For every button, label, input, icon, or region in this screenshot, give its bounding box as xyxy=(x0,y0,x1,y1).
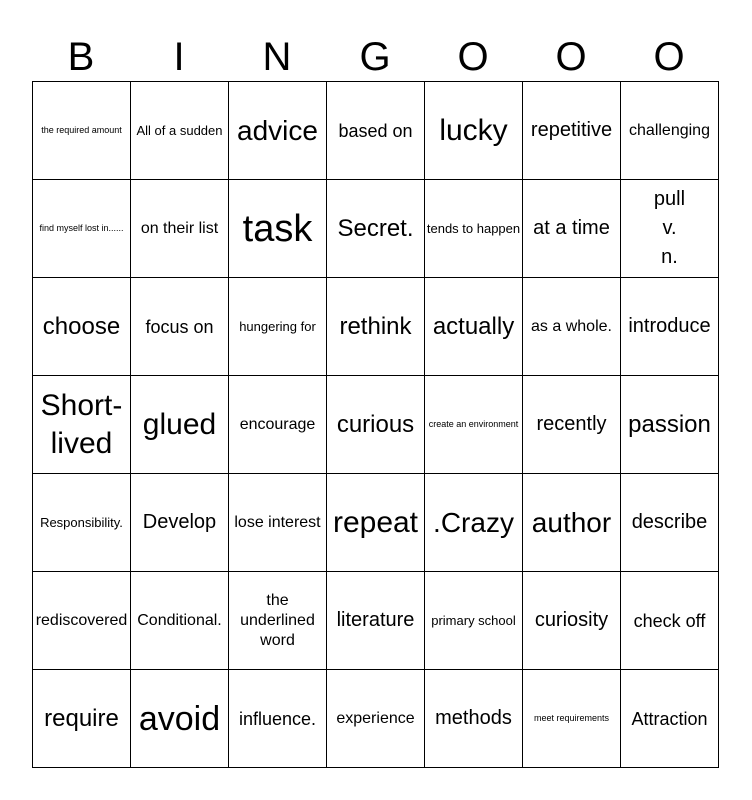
bingo-cell-text: require xyxy=(44,704,119,732)
bingo-cell[interactable] xyxy=(425,278,523,376)
bingo-cell[interactable] xyxy=(425,474,523,572)
header-letter: O xyxy=(457,35,489,79)
bingo-cell[interactable] xyxy=(33,180,131,278)
bingo-cell[interactable] xyxy=(425,376,523,474)
bingo-cell[interactable] xyxy=(131,82,229,180)
bingo-cell-text: lucky xyxy=(439,113,508,147)
bingo-cell[interactable] xyxy=(621,474,719,572)
header-letter: O xyxy=(555,35,587,79)
bingo-cell[interactable] xyxy=(523,278,621,376)
bingo-cell-text: passion xyxy=(628,410,711,438)
bingo-cell-text: choose xyxy=(42,312,121,340)
bingo-cell-text: methods xyxy=(435,707,512,729)
header-letter: O xyxy=(653,35,685,79)
bingo-cell[interactable] xyxy=(523,572,621,670)
bingo-cell[interactable] xyxy=(229,278,327,376)
bingo-cell[interactable] xyxy=(131,572,229,670)
bingo-cell-text: find myself lost in...... xyxy=(39,223,124,233)
bingo-cell-text: Responsibility. xyxy=(40,514,123,530)
bingo-cell-text: create an environment xyxy=(428,419,519,429)
bingo-cell[interactable] xyxy=(621,278,719,376)
header-letter: B xyxy=(67,35,95,79)
bingo-cell-text: meet requirements xyxy=(533,713,610,723)
bingo-cell-text: author xyxy=(531,506,612,538)
bingo-cell[interactable] xyxy=(523,82,621,180)
bingo-cell-text: describe xyxy=(631,511,708,533)
bingo-cell-text: Secret. xyxy=(337,214,414,242)
bingo-cell-text: literature xyxy=(336,609,415,631)
header-letter: G xyxy=(359,35,391,79)
bingo-cell-text: primary school xyxy=(431,612,516,628)
bingo-cell-text: as a whole. xyxy=(531,317,612,335)
bingo-cell[interactable] xyxy=(327,376,425,474)
bingo-cell-text: Attraction xyxy=(631,708,708,729)
bingo-cell-text: recently xyxy=(536,413,607,435)
bingo-cell-text: experience xyxy=(336,709,415,727)
bingo-cell-text: based on xyxy=(338,120,413,141)
bingo-grid xyxy=(32,81,719,768)
bingo-cell[interactable] xyxy=(425,572,523,670)
bingo-cell[interactable] xyxy=(425,82,523,180)
bingo-cell[interactable] xyxy=(33,572,131,670)
bingo-cell-text: All of a sudden xyxy=(136,122,223,138)
bingo-cell-text: the underlined word xyxy=(240,591,315,649)
bingo-cell-text: tends to happen xyxy=(426,220,521,236)
bingo-cell-text: rethink xyxy=(339,312,412,340)
bingo-cell-text: lose interest xyxy=(234,513,321,531)
bingo-cell-text: advice xyxy=(237,114,318,146)
bingo-cell[interactable] xyxy=(523,180,621,278)
bingo-cell[interactable] xyxy=(621,82,719,180)
bingo-cell[interactable] xyxy=(131,376,229,474)
bingo-cell-text: challenging xyxy=(629,121,710,139)
bingo-cell-text: encourage xyxy=(239,415,316,433)
bingo-cell[interactable] xyxy=(33,278,131,376)
header-letter: I xyxy=(173,35,185,79)
bingo-cell[interactable] xyxy=(131,670,229,768)
bingo-cell-text: Conditional. xyxy=(137,611,222,629)
bingo-cell[interactable] xyxy=(33,474,131,572)
bingo-cell-text: on their list xyxy=(140,219,219,237)
bingo-cell-text: rediscovered xyxy=(35,611,128,629)
bingo-cell[interactable] xyxy=(229,180,327,278)
bingo-cell-text: hungering for xyxy=(239,318,316,334)
bingo-cell[interactable] xyxy=(621,670,719,768)
bingo-cell[interactable] xyxy=(327,82,425,180)
bingo-cell[interactable] xyxy=(327,278,425,376)
bingo-cell[interactable] xyxy=(229,572,327,670)
bingo-cell[interactable] xyxy=(327,572,425,670)
bingo-cell-text: influence. xyxy=(238,708,317,729)
bingo-cell-text: at a time xyxy=(533,217,610,239)
bingo-cell-text: actually xyxy=(432,312,515,340)
bingo-cell[interactable] xyxy=(523,376,621,474)
bingo-cell-text: check off xyxy=(633,610,706,631)
bingo-cell[interactable] xyxy=(425,180,523,278)
bingo-cell-text: the required amount xyxy=(41,125,122,135)
bingo-cell[interactable] xyxy=(229,82,327,180)
bingo-cell-text: focus on xyxy=(145,316,214,337)
bingo-cell[interactable] xyxy=(229,376,327,474)
bingo-cell-text: Develop xyxy=(142,511,217,533)
bingo-cell-text: Short- lived xyxy=(40,388,123,460)
bingo-cell[interactable] xyxy=(33,82,131,180)
bingo-cell[interactable] xyxy=(327,180,425,278)
bingo-cell[interactable] xyxy=(131,278,229,376)
bingo-cell-text: glued xyxy=(142,407,217,441)
bingo-cell-text: avoid xyxy=(138,699,221,738)
bingo-cell-text: introduce xyxy=(628,315,711,337)
bingo-cell[interactable] xyxy=(621,572,719,670)
bingo-cell[interactable] xyxy=(327,670,425,768)
bingo-cell-text: pull v. n. xyxy=(653,188,686,268)
bingo-cell[interactable] xyxy=(33,376,131,474)
bingo-cell[interactable] xyxy=(425,670,523,768)
bingo-cell[interactable] xyxy=(131,474,229,572)
bingo-cell-text: curious xyxy=(336,410,415,438)
bingo-cell[interactable] xyxy=(621,376,719,474)
bingo-cell[interactable] xyxy=(523,474,621,572)
bingo-cell-text: .Crazy xyxy=(433,506,514,538)
bingo-cell[interactable] xyxy=(229,670,327,768)
bingo-cell-text: task xyxy=(242,207,313,250)
bingo-cell[interactable] xyxy=(131,180,229,278)
bingo-cell[interactable] xyxy=(229,474,327,572)
bingo-cell[interactable] xyxy=(621,180,719,278)
bingo-cell[interactable] xyxy=(523,670,621,768)
bingo-cell[interactable] xyxy=(327,474,425,572)
bingo-cell-text: repeat xyxy=(332,505,419,539)
bingo-cell-text: curiosity xyxy=(534,609,609,631)
bingo-header xyxy=(32,34,718,80)
header-letter: N xyxy=(262,35,292,79)
bingo-cell-text: repetitive xyxy=(530,119,613,141)
bingo-cell[interactable] xyxy=(33,670,131,768)
